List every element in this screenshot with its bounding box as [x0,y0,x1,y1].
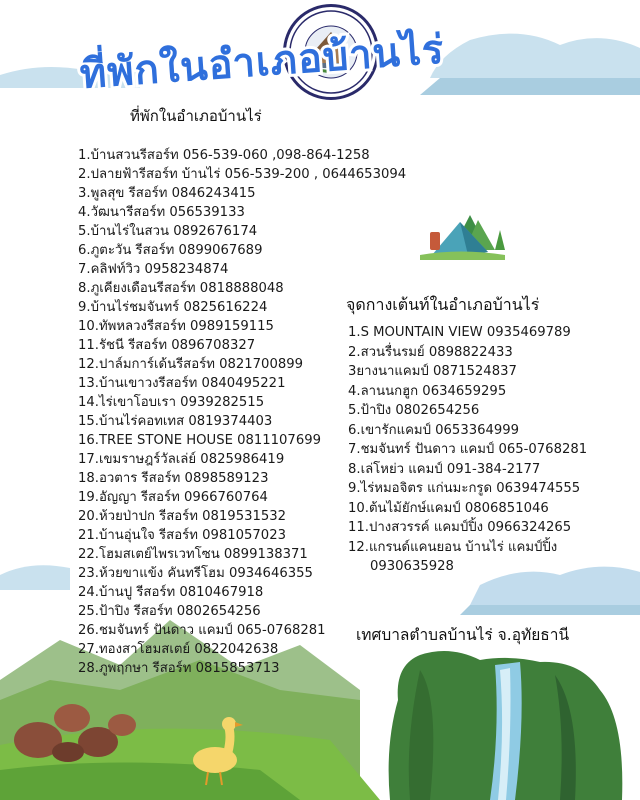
list-item: 25.ป้าปิง รีสอร์ท 0802654256 [78,604,261,619]
list-item: 18.อวตาร รีสอร์ท 0898589123 [78,471,269,486]
list-item: 21.บ้านอุ่นใจ รีสอร์ท 0981057023 [78,528,286,543]
list-item: 8.ภูเคียงเดือนรีสอร์ท 0818888048 [78,281,284,296]
list-item: 12.ปาล์มการ์เด้นรีสอร์ท 0821700899 [78,357,304,372]
page-subtitle: ที่พักในอำเภอบ้านไร่ [130,107,262,125]
list-item: 9.บ้านไร่ชมจันทร์ 0825616224 [78,300,268,315]
list-item: 14.ไร่เขาโอบเรา 0939282515 [78,395,265,410]
footer-organization: เทศบาลตำบลบ้านไร่ จ.อุทัยธานี [356,626,570,644]
list-item: 15.บ้านไร่คอทเทส 0819374403 [78,414,273,429]
list-item: 5.ป้าปิง 0802654256 [348,403,480,418]
page-title: ที่พักในอำเภอบ้านไร่ [78,26,446,98]
list-item: 10.ทัพหลวงรีสอร์ท 0989159115 [78,319,274,334]
list-item: 28.ภูพฤกษา รีสอร์ท 0815853713 [78,661,280,676]
list-item: 19.อัญญา รีสอร์ท 0966760764 [78,490,268,505]
list-item: 0930635928 [370,559,454,574]
list-item: 6.เขารักแคมป์ 0653364999 [348,422,520,438]
list-item: 6.ภูตะวัน รีสอร์ท 0899067689 [78,243,263,258]
list-item: 12.แกรนด์แคนยอน บ้านไร่ แคมป์ปิ้ง [348,539,558,555]
list-item: 2.ปลายฟ้ารีสอร์ท บ้านไร่ 056-539-200 , 0644653094 [78,167,407,182]
list-item: 23.ห้วยขาแข้ง คันทรีโฮม 0934646355 [78,566,313,581]
list-item: 5.บ้านไร่ในสวน 0892676174 [78,224,258,239]
list-item: 4.วัฒนารีสอร์ท 056539133 [78,205,245,220]
list-item: 22.โฮมสเตย์ไพรเวทโซน 0899138371 [78,547,308,562]
list-item: 13.บ้านเขาวงรีสอร์ท 0840495221 [78,376,286,391]
list-item: 3.พูลสุข รีสอร์ท 0846243415 [78,186,256,201]
list-item: 7.ชมจันทร์ ปันดาว แคมป์ 065-0768281 [348,442,588,457]
list-item: 2.สวนรื่นรมย์ 0898822433 [348,344,513,360]
list-item: 17.เขมราษฎร์วัลเล่ย์ 0825986419 [78,452,285,467]
list-item: 27.ทองสาโฮมสเตย์ 0822042638 [78,642,279,657]
camping-list [348,323,587,577]
list-item: 11.รัชนี รีสอร์ท 0896708327 [78,338,256,353]
list-item: 9.ไร่หมอจิตร แก่นมะกรูด 0639474555 [348,481,581,496]
cliff-waterfall [389,651,623,800]
list-item: 24.บ้านปู รีสอร์ท 0810467918 [78,585,264,600]
list-item: 26.ชมจันทร์ ปันดาว แคมป์ 065-0768281 [78,623,326,638]
list-item: 7.คลิฟท์วิว 0958234874 [78,262,229,277]
tent-scene [420,215,505,260]
list-item: 16.TREE STONE HOUSE 0811107699 [78,433,321,448]
list-item: 3ยางนาแคมป์ 0871524837 [348,364,517,379]
list-item: 1.S MOUNTAIN VIEW 0935469789 [348,325,571,340]
list-item: 20.ห้วยป่าปก รีสอร์ท 0819531532 [78,509,287,524]
list-item: 10.ต้นไม้ยักษ์แคมป์ 0806851046 [348,500,549,516]
cloud-left-middle [0,565,70,590]
list-item: 4.ลานนกฮูก 0634659295 [348,383,507,399]
list-item: 1.บ้านสวนรีสอร์ท 056-539-060 ,098-864-1258 [78,148,370,163]
list-item: 8.เล่โหย่ว แคมป์ 091-384-2177 [348,461,541,477]
list-item: 11.ปางสวรรค์ แคมป์ปิ้ง 0966324265 [348,520,572,535]
camping-heading: จุดกางเต้นท์ในอำเภอบ้านไร่ [346,295,540,314]
